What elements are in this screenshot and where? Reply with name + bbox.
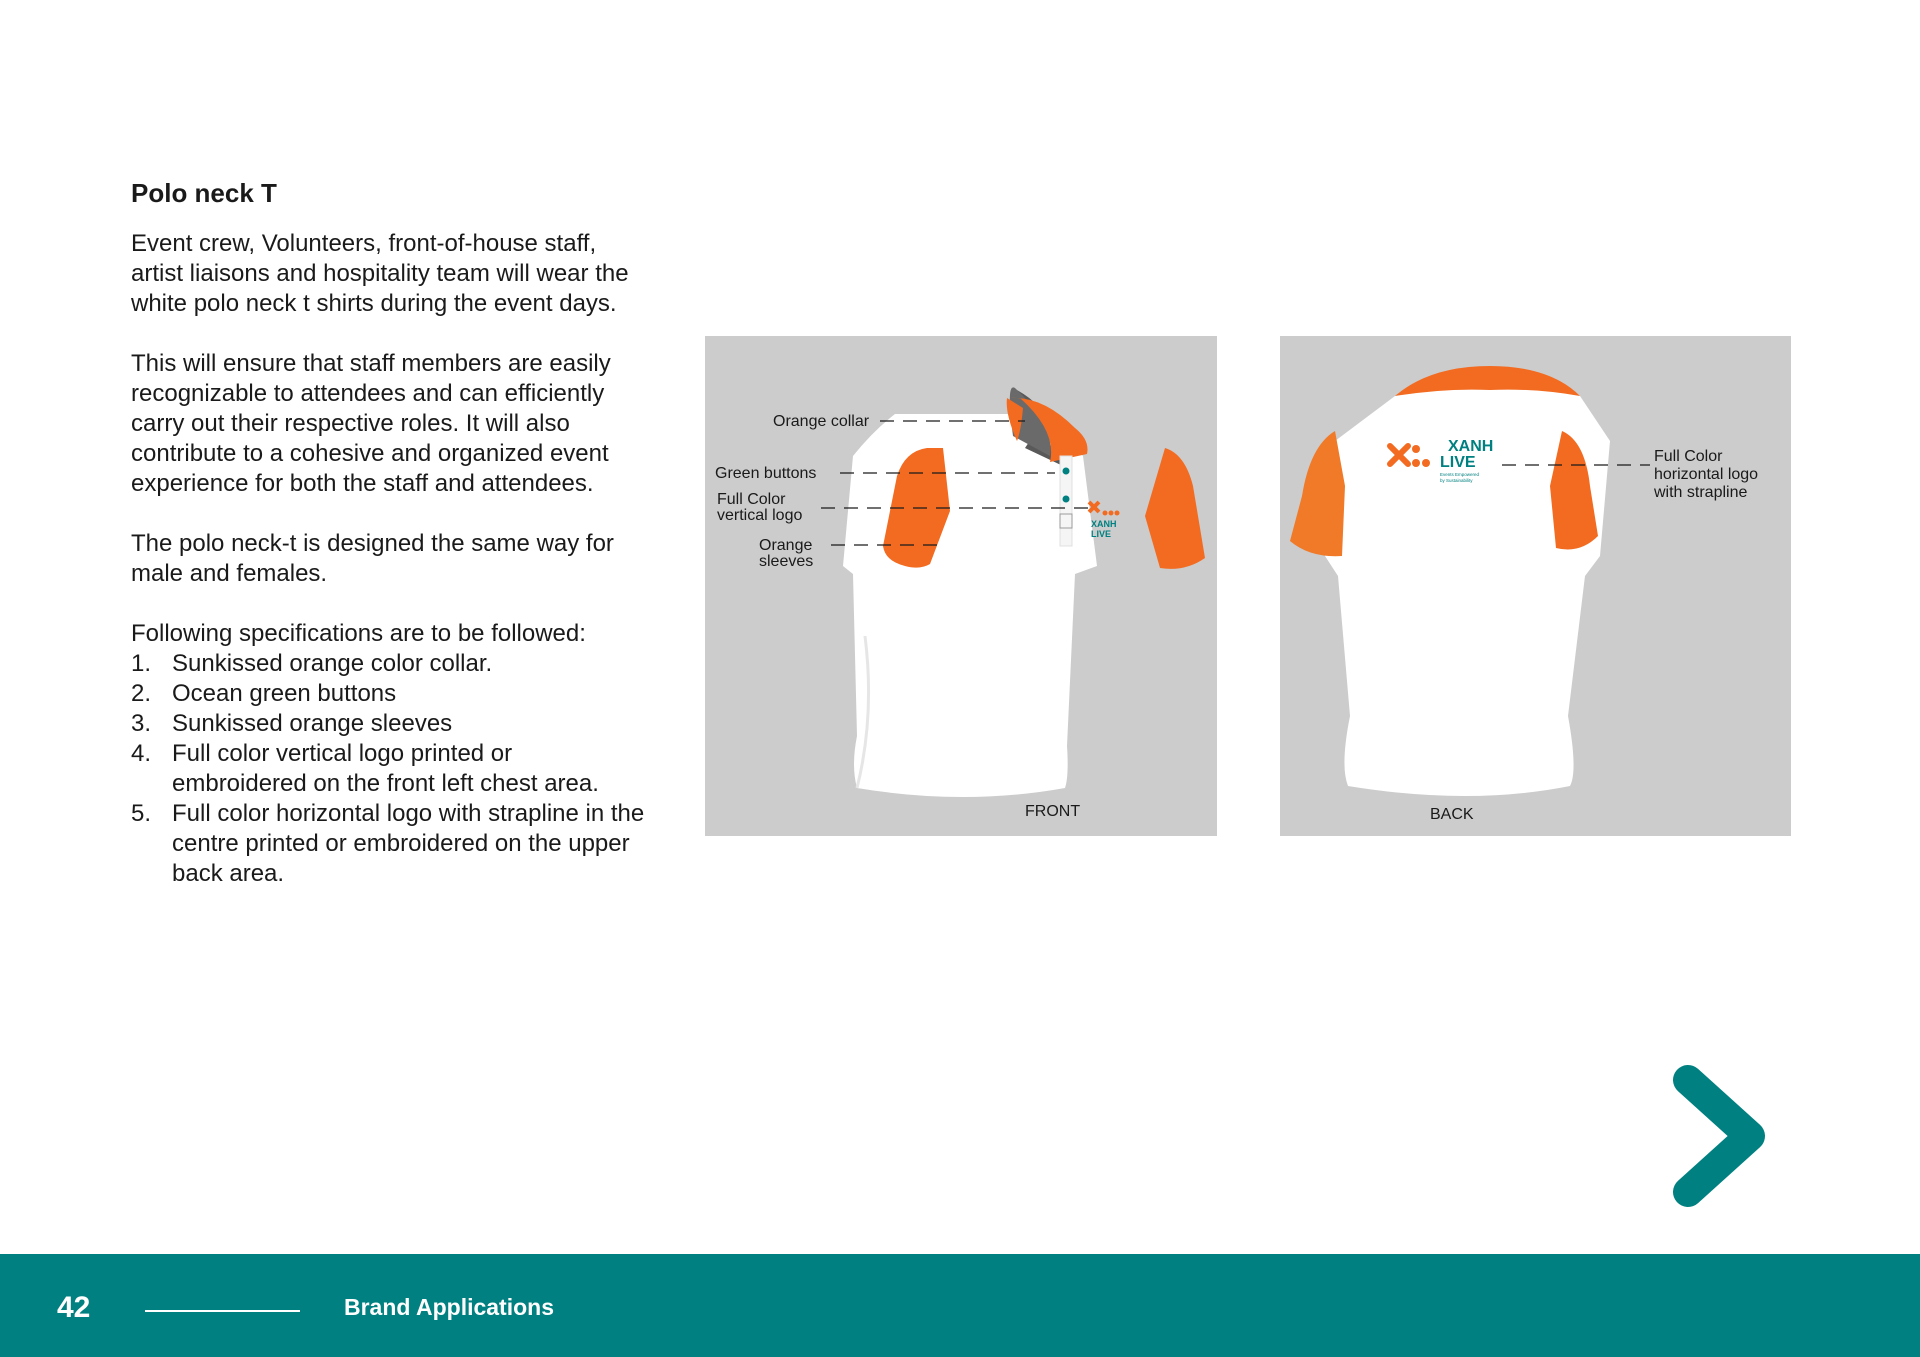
button-1: [1063, 468, 1070, 475]
back-label: BACK: [1430, 806, 1474, 823]
logo-line1: XANH: [1091, 519, 1117, 529]
design-paragraph: The polo neck-t is designed the same way for male and females.: [131, 530, 614, 587]
footer-bar: [0, 1254, 1920, 1357]
callout-logo-line2: vertical logo: [717, 507, 803, 524]
intro-paragraph: Event crew, Volunteers, front-of-house staff, artist liaisons and hospitality team will wear the white polo neck t shirts during the event days.: [131, 230, 629, 317]
shirt-body: [843, 414, 1097, 797]
page-number: 42: [57, 1291, 91, 1324]
spec-list: [131, 649, 651, 889]
logo-line2: LIVE: [1091, 529, 1112, 539]
list-item: 4. Full color vertical logo printed or embroidered on the front left chest area.: [131, 740, 599, 797]
callout-green-buttons: Green buttons: [715, 465, 817, 482]
logo-strapline2: by Sustainability: [1440, 478, 1473, 483]
list-item: 5. Full color horizontal logo with strapline in the centre printed or embroidered on the upper back area.: [131, 800, 645, 887]
list-item: 3. Sunkissed orange sleeves: [131, 710, 453, 737]
footer-divider: [145, 1310, 300, 1312]
text-column: [131, 178, 651, 889]
callout-orange-collar: Orange collar: [773, 413, 870, 430]
callout-sleeves-line1: Orange: [759, 537, 813, 554]
right-sleeve: [1145, 448, 1205, 569]
left-sleeve: [1290, 431, 1345, 556]
purpose-paragraph: This will ensure that staff members are easily recognizable to attendees and can efficiently carry out their respective roles. It will also contribute to a cohesive and organized event experience for both the staff and attendees.: [131, 350, 611, 497]
back-polo-illustration: [1280, 336, 1791, 836]
callout-back-line2: horizontal logo: [1654, 466, 1759, 483]
button-2: [1063, 496, 1070, 503]
section-title: Brand Applications: [344, 1294, 554, 1320]
page-title: Polo neck T: [131, 178, 277, 208]
front-view-panel: [705, 336, 1217, 836]
callout-sleeves-line2: sleeves: [759, 553, 814, 570]
next-page-button[interactable]: [1668, 1062, 1768, 1210]
logo-line1: XANH: [1448, 438, 1494, 455]
logo-line2: LIVE: [1440, 454, 1476, 471]
list-item: 2. Ocean green buttons: [131, 680, 397, 707]
front-polo-illustration: [705, 336, 1217, 836]
list-item: 1. Sunkissed orange color collar.: [131, 650, 493, 677]
callout-back-line3: with strapline: [1654, 484, 1748, 501]
callout-back-line1: Full Color: [1654, 448, 1723, 465]
vertical-logo: [1089, 502, 1120, 539]
chevron-right-icon: [1668, 1062, 1768, 1210]
front-label: FRONT: [1025, 803, 1081, 820]
logo-strapline1: Events Empowered: [1440, 472, 1480, 477]
specs-intro: Following specifications are to be followed:: [131, 620, 586, 647]
back-view-panel: [1280, 336, 1791, 836]
callout-logo-line1: Full Color: [717, 491, 786, 508]
